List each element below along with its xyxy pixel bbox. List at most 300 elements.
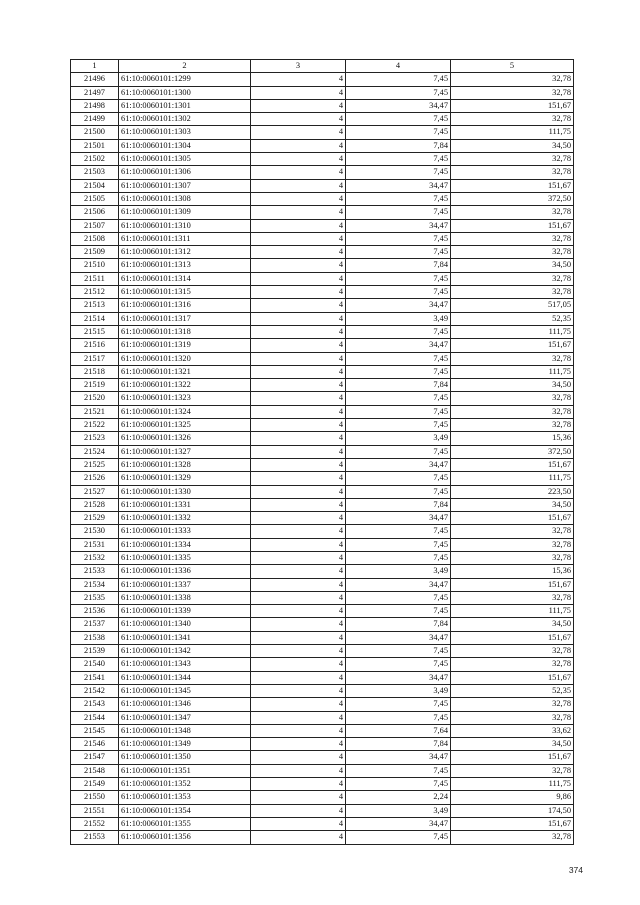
column-5-cell: 111,75 <box>451 472 574 485</box>
cadastral-number-cell: 61:10:0060101:1326 <box>119 432 251 445</box>
column-4-cell: 7,45 <box>346 698 451 711</box>
row-number-cell: 21542 <box>71 684 119 697</box>
column-4-cell: 7,45 <box>346 419 451 432</box>
cadastral-number-cell: 61:10:0060101:1347 <box>119 711 251 724</box>
cadastral-number-cell: 61:10:0060101:1317 <box>119 312 251 325</box>
column-3-cell: 4 <box>251 392 346 405</box>
table-row <box>71 312 574 325</box>
table-row <box>71 605 574 618</box>
table-row <box>71 286 574 299</box>
column-5-cell: 151,67 <box>451 458 574 471</box>
column-4-cell: 7,45 <box>346 232 451 245</box>
column-header-3: 3 <box>251 60 346 73</box>
column-header-4: 4 <box>346 60 451 73</box>
column-3-cell: 4 <box>251 751 346 764</box>
row-number-cell: 21540 <box>71 658 119 671</box>
column-4-cell: 7,64 <box>346 724 451 737</box>
row-number-cell: 21552 <box>71 817 119 830</box>
column-3-cell: 4 <box>251 153 346 166</box>
table-row <box>71 658 574 671</box>
cadastral-number-cell: 61:10:0060101:1346 <box>119 698 251 711</box>
cadastral-number-cell: 61:10:0060101:1335 <box>119 551 251 564</box>
column-5-cell: 15,36 <box>451 565 574 578</box>
column-5-cell: 32,78 <box>451 153 574 166</box>
row-number-cell: 21519 <box>71 379 119 392</box>
row-number-cell: 21539 <box>71 645 119 658</box>
table-row <box>71 365 574 378</box>
table-row <box>71 498 574 511</box>
row-number-cell: 21511 <box>71 272 119 285</box>
row-number-cell: 21505 <box>71 192 119 205</box>
row-number-cell: 21546 <box>71 738 119 751</box>
column-4-cell: 7,45 <box>346 525 451 538</box>
column-5-cell: 32,78 <box>451 591 574 604</box>
table-row <box>71 392 574 405</box>
row-number-cell: 21522 <box>71 419 119 432</box>
table-row <box>71 166 574 179</box>
column-5-cell: 32,78 <box>451 698 574 711</box>
table-row <box>71 405 574 418</box>
column-5-cell: 32,78 <box>451 166 574 179</box>
table-row <box>71 618 574 631</box>
cadastral-number-cell: 61:10:0060101:1342 <box>119 645 251 658</box>
cadastral-number-cell: 61:10:0060101:1309 <box>119 206 251 219</box>
row-number-cell: 21520 <box>71 392 119 405</box>
row-number-cell: 21549 <box>71 778 119 791</box>
column-3-cell: 4 <box>251 658 346 671</box>
row-number-cell: 21550 <box>71 791 119 804</box>
column-4-cell: 7,45 <box>346 472 451 485</box>
column-4-cell: 7,45 <box>346 392 451 405</box>
row-number-cell: 21551 <box>71 804 119 817</box>
column-3-cell: 4 <box>251 352 346 365</box>
cadastral-number-cell: 61:10:0060101:1348 <box>119 724 251 737</box>
row-number-cell: 21501 <box>71 139 119 152</box>
column-4-cell: 7,45 <box>346 113 451 126</box>
cadastral-number-cell: 61:10:0060101:1306 <box>119 166 251 179</box>
column-3-cell: 4 <box>251 538 346 551</box>
table-row <box>71 711 574 724</box>
column-5-cell: 32,78 <box>451 232 574 245</box>
cadastral-number-cell: 61:10:0060101:1302 <box>119 113 251 126</box>
row-number-cell: 21521 <box>71 405 119 418</box>
cadastral-number-cell: 61:10:0060101:1318 <box>119 325 251 338</box>
cadastral-number-cell: 61:10:0060101:1301 <box>119 99 251 112</box>
row-number-cell: 21500 <box>71 126 119 139</box>
cadastral-number-cell: 61:10:0060101:1353 <box>119 791 251 804</box>
cadastral-number-cell: 61:10:0060101:1320 <box>119 352 251 365</box>
column-4-cell: 7,45 <box>346 365 451 378</box>
cadastral-number-cell: 61:10:0060101:1316 <box>119 299 251 312</box>
cadastral-number-cell: 61:10:0060101:1336 <box>119 565 251 578</box>
cadastral-number-cell: 61:10:0060101:1350 <box>119 751 251 764</box>
cadastral-number-cell: 61:10:0060101:1319 <box>119 339 251 352</box>
table-row <box>71 578 574 591</box>
table-row <box>71 671 574 684</box>
column-5-cell: 151,67 <box>451 99 574 112</box>
column-5-cell: 151,67 <box>451 631 574 644</box>
column-4-cell: 34,47 <box>346 339 451 352</box>
table-row <box>71 698 574 711</box>
column-5-cell: 151,67 <box>451 671 574 684</box>
column-4-cell: 7,45 <box>346 405 451 418</box>
cadastral-number-cell: 61:10:0060101:1314 <box>119 272 251 285</box>
column-4-cell: 7,45 <box>346 272 451 285</box>
table-row <box>71 791 574 804</box>
table-row <box>71 113 574 126</box>
column-3-cell: 4 <box>251 671 346 684</box>
column-5-cell: 9,86 <box>451 791 574 804</box>
cadastral-number-cell: 61:10:0060101:1325 <box>119 419 251 432</box>
column-3-cell: 4 <box>251 126 346 139</box>
row-number-cell: 21517 <box>71 352 119 365</box>
column-4-cell: 7,84 <box>346 498 451 511</box>
row-number-cell: 21526 <box>71 472 119 485</box>
column-4-cell: 3,49 <box>346 565 451 578</box>
column-5-cell: 32,78 <box>451 831 574 844</box>
column-4-cell: 34,47 <box>346 219 451 232</box>
table-row <box>71 126 574 139</box>
column-3-cell: 4 <box>251 339 346 352</box>
cadastral-number-cell: 61:10:0060101:1330 <box>119 485 251 498</box>
column-3-cell: 4 <box>251 232 346 245</box>
table-row <box>71 525 574 538</box>
row-number-cell: 21529 <box>71 512 119 525</box>
table-row <box>71 538 574 551</box>
row-number-cell: 21510 <box>71 259 119 272</box>
column-header-2: 2 <box>119 60 251 73</box>
row-number-cell: 21507 <box>71 219 119 232</box>
column-4-cell: 34,47 <box>346 99 451 112</box>
column-4-cell: 7,45 <box>346 325 451 338</box>
column-3-cell: 4 <box>251 485 346 498</box>
row-number-cell: 21538 <box>71 631 119 644</box>
column-4-cell: 7,45 <box>346 591 451 604</box>
table-row <box>71 352 574 365</box>
column-4-cell: 7,45 <box>346 153 451 166</box>
cadastral-number-cell: 61:10:0060101:1339 <box>119 605 251 618</box>
column-5-cell: 151,67 <box>451 512 574 525</box>
column-4-cell: 7,45 <box>346 352 451 365</box>
column-3-cell: 4 <box>251 631 346 644</box>
column-5-cell: 32,78 <box>451 525 574 538</box>
table-row <box>71 272 574 285</box>
table-row <box>71 778 574 791</box>
row-number-cell: 21518 <box>71 365 119 378</box>
column-3-cell: 4 <box>251 605 346 618</box>
data-table <box>70 59 574 845</box>
cadastral-number-cell: 61:10:0060101:1312 <box>119 246 251 259</box>
table-row <box>71 259 574 272</box>
column-3-cell: 4 <box>251 817 346 830</box>
row-number-cell: 21533 <box>71 565 119 578</box>
column-4-cell: 7,45 <box>346 445 451 458</box>
cadastral-number-cell: 61:10:0060101:1315 <box>119 286 251 299</box>
column-5-cell: 32,78 <box>451 392 574 405</box>
column-5-cell: 32,78 <box>451 86 574 99</box>
column-5-cell: 34,50 <box>451 738 574 751</box>
cadastral-number-cell: 61:10:0060101:1305 <box>119 153 251 166</box>
table-row <box>71 831 574 844</box>
column-5-cell: 223,50 <box>451 485 574 498</box>
column-5-cell: 151,67 <box>451 179 574 192</box>
column-header-1: 1 <box>71 60 119 73</box>
column-3-cell: 4 <box>251 73 346 86</box>
column-4-cell: 7,45 <box>346 658 451 671</box>
cadastral-number-cell: 61:10:0060101:1333 <box>119 525 251 538</box>
cadastral-number-cell: 61:10:0060101:1356 <box>119 831 251 844</box>
row-number-cell: 21498 <box>71 99 119 112</box>
cadastral-number-cell: 61:10:0060101:1321 <box>119 365 251 378</box>
column-4-cell: 7,45 <box>346 551 451 564</box>
cadastral-number-cell: 61:10:0060101:1328 <box>119 458 251 471</box>
column-3-cell: 4 <box>251 246 346 259</box>
column-3-cell: 4 <box>251 405 346 418</box>
cadastral-number-cell: 61:10:0060101:1352 <box>119 778 251 791</box>
column-4-cell: 7,84 <box>346 738 451 751</box>
table-row <box>71 219 574 232</box>
row-number-cell: 21548 <box>71 764 119 777</box>
column-4-cell: 7,45 <box>346 166 451 179</box>
column-5-cell: 34,50 <box>451 618 574 631</box>
column-5-cell: 111,75 <box>451 605 574 618</box>
column-3-cell: 4 <box>251 299 346 312</box>
cadastral-number-cell: 61:10:0060101:1338 <box>119 591 251 604</box>
column-5-cell: 151,67 <box>451 219 574 232</box>
row-number-cell: 21528 <box>71 498 119 511</box>
table-row <box>71 432 574 445</box>
column-4-cell: 34,47 <box>346 631 451 644</box>
column-5-cell: 32,78 <box>451 246 574 259</box>
column-5-cell: 151,67 <box>451 751 574 764</box>
table-row <box>71 738 574 751</box>
row-number-cell: 21545 <box>71 724 119 737</box>
column-5-cell: 32,78 <box>451 551 574 564</box>
column-5-cell: 34,50 <box>451 498 574 511</box>
column-3-cell: 4 <box>251 113 346 126</box>
row-number-cell: 21496 <box>71 73 119 86</box>
column-3-cell: 4 <box>251 724 346 737</box>
column-4-cell: 7,45 <box>346 192 451 205</box>
column-5-cell: 32,78 <box>451 764 574 777</box>
column-3-cell: 4 <box>251 206 346 219</box>
row-number-cell: 21534 <box>71 578 119 591</box>
table-row <box>71 631 574 644</box>
column-3-cell: 4 <box>251 525 346 538</box>
column-5-cell: 174,50 <box>451 804 574 817</box>
row-number-cell: 21514 <box>71 312 119 325</box>
cadastral-number-cell: 61:10:0060101:1344 <box>119 671 251 684</box>
column-3-cell: 4 <box>251 778 346 791</box>
cadastral-number-cell: 61:10:0060101:1340 <box>119 618 251 631</box>
column-5-cell: 32,78 <box>451 206 574 219</box>
row-number-cell: 21543 <box>71 698 119 711</box>
table-row <box>71 232 574 245</box>
table-row <box>71 724 574 737</box>
column-5-cell: 372,50 <box>451 445 574 458</box>
column-3-cell: 4 <box>251 365 346 378</box>
column-3-cell: 4 <box>251 99 346 112</box>
column-3-cell: 4 <box>251 179 346 192</box>
column-4-cell: 34,47 <box>346 751 451 764</box>
column-5-cell: 111,75 <box>451 365 574 378</box>
cadastral-number-cell: 61:10:0060101:1303 <box>119 126 251 139</box>
cadastral-number-cell: 61:10:0060101:1343 <box>119 658 251 671</box>
column-3-cell: 4 <box>251 86 346 99</box>
column-4-cell: 7,84 <box>346 139 451 152</box>
table-row <box>71 485 574 498</box>
cadastral-number-cell: 61:10:0060101:1299 <box>119 73 251 86</box>
table-row <box>71 339 574 352</box>
row-number-cell: 21513 <box>71 299 119 312</box>
column-5-cell: 34,50 <box>451 379 574 392</box>
column-3-cell: 4 <box>251 166 346 179</box>
table-row <box>71 472 574 485</box>
column-5-cell: 32,78 <box>451 73 574 86</box>
column-3-cell: 4 <box>251 738 346 751</box>
cadastral-number-cell: 61:10:0060101:1329 <box>119 472 251 485</box>
table-row <box>71 419 574 432</box>
column-4-cell: 7,45 <box>346 711 451 724</box>
column-4-cell: 34,47 <box>346 512 451 525</box>
table-row <box>71 458 574 471</box>
table-row <box>71 684 574 697</box>
row-number-cell: 21506 <box>71 206 119 219</box>
table-row <box>71 764 574 777</box>
cadastral-number-cell: 61:10:0060101:1324 <box>119 405 251 418</box>
column-5-cell: 33,62 <box>451 724 574 737</box>
column-3-cell: 4 <box>251 804 346 817</box>
table-row <box>71 645 574 658</box>
table-row <box>71 299 574 312</box>
column-3-cell: 4 <box>251 192 346 205</box>
column-4-cell: 7,45 <box>346 645 451 658</box>
column-4-cell: 3,49 <box>346 684 451 697</box>
column-3-cell: 4 <box>251 578 346 591</box>
column-4-cell: 7,84 <box>346 618 451 631</box>
table-row <box>71 445 574 458</box>
column-3-cell: 4 <box>251 711 346 724</box>
column-3-cell: 4 <box>251 259 346 272</box>
column-4-cell: 7,45 <box>346 605 451 618</box>
page-number: 374 <box>568 865 583 875</box>
cadastral-number-cell: 61:10:0060101:1354 <box>119 804 251 817</box>
column-5-cell: 32,78 <box>451 645 574 658</box>
column-3-cell: 4 <box>251 565 346 578</box>
row-number-cell: 21508 <box>71 232 119 245</box>
column-5-cell: 32,78 <box>451 538 574 551</box>
column-3-cell: 4 <box>251 419 346 432</box>
cadastral-number-cell: 61:10:0060101:1332 <box>119 512 251 525</box>
table-row <box>71 192 574 205</box>
cadastral-number-cell: 61:10:0060101:1304 <box>119 139 251 152</box>
column-3-cell: 4 <box>251 498 346 511</box>
row-number-cell: 21547 <box>71 751 119 764</box>
column-3-cell: 4 <box>251 764 346 777</box>
column-4-cell: 7,45 <box>346 764 451 777</box>
column-4-cell: 34,47 <box>346 671 451 684</box>
column-4-cell: 7,45 <box>346 831 451 844</box>
column-4-cell: 7,45 <box>346 538 451 551</box>
column-5-cell: 111,75 <box>451 778 574 791</box>
row-number-cell: 21524 <box>71 445 119 458</box>
column-3-cell: 4 <box>251 512 346 525</box>
column-5-cell: 111,75 <box>451 126 574 139</box>
column-4-cell: 7,45 <box>346 206 451 219</box>
row-number-cell: 21541 <box>71 671 119 684</box>
table-row <box>71 86 574 99</box>
cadastral-number-cell: 61:10:0060101:1307 <box>119 179 251 192</box>
column-5-cell: 32,78 <box>451 286 574 299</box>
row-number-cell: 21537 <box>71 618 119 631</box>
row-number-cell: 21525 <box>71 458 119 471</box>
column-5-cell: 32,78 <box>451 405 574 418</box>
table-row <box>71 179 574 192</box>
column-5-cell: 151,67 <box>451 817 574 830</box>
row-number-cell: 21535 <box>71 591 119 604</box>
column-4-cell: 7,45 <box>346 73 451 86</box>
row-number-cell: 21499 <box>71 113 119 126</box>
column-5-cell: 32,78 <box>451 113 574 126</box>
column-3-cell: 4 <box>251 445 346 458</box>
column-5-cell: 32,78 <box>451 419 574 432</box>
column-3-cell: 4 <box>251 312 346 325</box>
cadastral-number-cell: 61:10:0060101:1323 <box>119 392 251 405</box>
table-body <box>71 73 574 844</box>
row-number-cell: 21523 <box>71 432 119 445</box>
cadastral-number-cell: 61:10:0060101:1334 <box>119 538 251 551</box>
table-header <box>71 60 574 73</box>
column-3-cell: 4 <box>251 831 346 844</box>
table-row <box>71 551 574 564</box>
row-number-cell: 21531 <box>71 538 119 551</box>
column-4-cell: 7,84 <box>346 259 451 272</box>
row-number-cell: 21544 <box>71 711 119 724</box>
column-3-cell: 4 <box>251 591 346 604</box>
table-row <box>71 591 574 604</box>
column-4-cell: 34,47 <box>346 817 451 830</box>
column-3-cell: 4 <box>251 219 346 232</box>
row-number-cell: 21503 <box>71 166 119 179</box>
table-row <box>71 73 574 86</box>
column-5-cell: 32,78 <box>451 658 574 671</box>
column-5-cell: 372,50 <box>451 192 574 205</box>
column-3-cell: 4 <box>251 379 346 392</box>
column-5-cell: 32,78 <box>451 711 574 724</box>
cadastral-number-cell: 61:10:0060101:1331 <box>119 498 251 511</box>
column-4-cell: 7,45 <box>346 485 451 498</box>
row-number-cell: 21516 <box>71 339 119 352</box>
column-4-cell: 7,45 <box>346 86 451 99</box>
cadastral-number-cell: 61:10:0060101:1355 <box>119 817 251 830</box>
table-row <box>71 325 574 338</box>
row-number-cell: 21553 <box>71 831 119 844</box>
column-5-cell: 151,67 <box>451 339 574 352</box>
column-3-cell: 4 <box>251 645 346 658</box>
row-number-cell: 21530 <box>71 525 119 538</box>
cadastral-number-cell: 61:10:0060101:1322 <box>119 379 251 392</box>
column-5-cell: 34,50 <box>451 139 574 152</box>
cadastral-number-cell: 61:10:0060101:1313 <box>119 259 251 272</box>
row-number-cell: 21515 <box>71 325 119 338</box>
column-3-cell: 4 <box>251 458 346 471</box>
column-5-cell: 34,50 <box>451 259 574 272</box>
column-3-cell: 4 <box>251 551 346 564</box>
row-number-cell: 21527 <box>71 485 119 498</box>
column-5-cell: 32,78 <box>451 352 574 365</box>
table-row <box>71 246 574 259</box>
cadastral-number-cell: 61:10:0060101:1351 <box>119 764 251 777</box>
